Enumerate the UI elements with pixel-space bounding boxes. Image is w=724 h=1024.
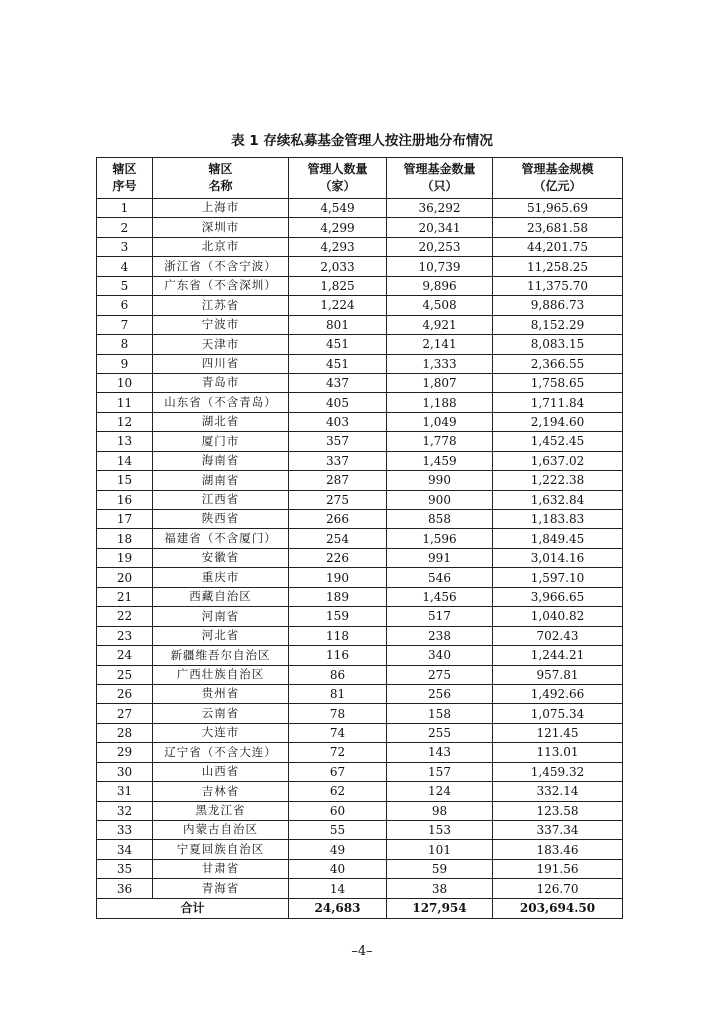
cell-region-name: 江西省 <box>153 490 289 509</box>
page-number: –4– <box>351 944 373 959</box>
table-row <box>97 548 623 567</box>
cell-region-name: 海南省 <box>153 451 289 470</box>
table-row <box>97 568 623 587</box>
cell-fund-scale: 957.81 <box>493 665 623 684</box>
cell-manager-count: 2,033 <box>289 257 387 276</box>
cell-fund-scale: 11,375.70 <box>493 276 623 295</box>
cell-manager-count: 357 <box>289 432 387 451</box>
cell-region-name: 浙江省（不含宁波） <box>153 257 289 276</box>
cell-fund-count: 517 <box>387 607 493 626</box>
cell-fund-scale: 1,244.21 <box>493 646 623 665</box>
cell-fund-count: 1,596 <box>387 529 493 548</box>
cell-region-no: 13 <box>97 432 153 451</box>
header-fund-scale: 管理基金规模 （亿元） <box>493 158 623 199</box>
cell-manager-count: 118 <box>289 626 387 645</box>
cell-region-name: 黑龙江省 <box>153 801 289 820</box>
cell-region-name: 吉林省 <box>153 782 289 801</box>
cell-region-no: 2 <box>97 218 153 237</box>
cell-fund-count: 157 <box>387 762 493 781</box>
cell-fund-count: 143 <box>387 743 493 762</box>
cell-region-no: 25 <box>97 665 153 684</box>
cell-fund-count: 9,896 <box>387 276 493 295</box>
cell-region-no: 1 <box>97 199 153 218</box>
cell-fund-count: 990 <box>387 471 493 490</box>
table-row <box>97 315 623 334</box>
cell-fund-scale: 1,040.82 <box>493 607 623 626</box>
cell-fund-count: 59 <box>387 859 493 878</box>
cell-region-name: 山西省 <box>153 762 289 781</box>
cell-region-no: 4 <box>97 257 153 276</box>
cell-fund-count: 1,456 <box>387 587 493 606</box>
cell-region-name: 广西壮族自治区 <box>153 665 289 684</box>
cell-fund-count: 340 <box>387 646 493 665</box>
cell-region-name: 宁波市 <box>153 315 289 334</box>
table-row <box>97 432 623 451</box>
cell-fund-scale: 121.45 <box>493 723 623 742</box>
cell-fund-count: 98 <box>387 801 493 820</box>
cell-region-no: 16 <box>97 490 153 509</box>
table-row <box>97 782 623 801</box>
cell-region-no: 15 <box>97 471 153 490</box>
cell-fund-scale: 1,637.02 <box>493 451 623 470</box>
cell-region-name: 北京市 <box>153 237 289 256</box>
table-row <box>97 684 623 703</box>
cell-region-no: 23 <box>97 626 153 645</box>
cell-fund-scale: 11,258.25 <box>493 257 623 276</box>
cell-manager-count: 275 <box>289 490 387 509</box>
cell-manager-count: 14 <box>289 879 387 898</box>
cell-manager-count: 451 <box>289 335 387 354</box>
total-managers: 24,683 <box>289 898 387 918</box>
cell-region-no: 5 <box>97 276 153 295</box>
cell-manager-count: 226 <box>289 548 387 567</box>
cell-region-no: 6 <box>97 296 153 315</box>
cell-fund-scale: 1,222.38 <box>493 471 623 490</box>
cell-manager-count: 266 <box>289 510 387 529</box>
cell-fund-count: 153 <box>387 821 493 840</box>
cell-fund-count: 36,292 <box>387 199 493 218</box>
cell-fund-count: 256 <box>387 684 493 703</box>
cell-fund-count: 1,807 <box>387 373 493 392</box>
cell-region-no: 28 <box>97 723 153 742</box>
cell-manager-count: 55 <box>289 821 387 840</box>
table-row <box>97 646 623 665</box>
cell-fund-count: 4,508 <box>387 296 493 315</box>
cell-fund-count: 1,778 <box>387 432 493 451</box>
cell-region-no: 21 <box>97 587 153 606</box>
table-row <box>97 801 623 820</box>
cell-manager-count: 405 <box>289 393 387 412</box>
table-row <box>97 296 623 315</box>
table-row <box>97 529 623 548</box>
cell-fund-count: 1,459 <box>387 451 493 470</box>
table-row <box>97 393 623 412</box>
cell-fund-count: 2,141 <box>387 335 493 354</box>
cell-region-name: 河南省 <box>153 607 289 626</box>
cell-region-no: 7 <box>97 315 153 334</box>
cell-region-name: 广东省（不含深圳） <box>153 276 289 295</box>
cell-region-name: 上海市 <box>153 199 289 218</box>
cell-region-no: 30 <box>97 762 153 781</box>
total-funds: 127,954 <box>387 898 493 918</box>
cell-manager-count: 67 <box>289 762 387 781</box>
cell-region-no: 29 <box>97 743 153 762</box>
cell-fund-count: 238 <box>387 626 493 645</box>
cell-region-name: 安徽省 <box>153 548 289 567</box>
cell-region-name: 大连市 <box>153 723 289 742</box>
cell-manager-count: 86 <box>289 665 387 684</box>
cell-manager-count: 1,825 <box>289 276 387 295</box>
cell-region-no: 19 <box>97 548 153 567</box>
table-row <box>97 510 623 529</box>
cell-region-no: 35 <box>97 859 153 878</box>
cell-region-no: 20 <box>97 568 153 587</box>
cell-fund-count: 158 <box>387 704 493 723</box>
cell-region-name: 厦门市 <box>153 432 289 451</box>
cell-fund-scale: 23,681.58 <box>493 218 623 237</box>
cell-manager-count: 190 <box>289 568 387 587</box>
total-row <box>97 898 623 918</box>
cell-fund-scale: 1,758.65 <box>493 373 623 392</box>
cell-fund-scale: 1,459.32 <box>493 762 623 781</box>
header-region-name: 辖区 名称 <box>153 158 289 199</box>
cell-fund-count: 858 <box>387 510 493 529</box>
table-row <box>97 704 623 723</box>
table-row <box>97 412 623 431</box>
total-label: 合计 <box>97 898 289 918</box>
cell-region-name: 云南省 <box>153 704 289 723</box>
cell-region-name: 贵州省 <box>153 684 289 703</box>
cell-region-no: 14 <box>97 451 153 470</box>
cell-region-no: 12 <box>97 412 153 431</box>
cell-region-name: 河北省 <box>153 626 289 645</box>
cell-region-no: 8 <box>97 335 153 354</box>
cell-fund-scale: 8,152.29 <box>493 315 623 334</box>
table-row <box>97 665 623 684</box>
cell-fund-scale: 113.01 <box>493 743 623 762</box>
distribution-table <box>96 157 623 919</box>
cell-region-name: 辽宁省（不含大连） <box>153 743 289 762</box>
table-row <box>97 840 623 859</box>
cell-region-name: 陕西省 <box>153 510 289 529</box>
cell-fund-scale: 8,083.15 <box>493 335 623 354</box>
cell-fund-scale: 2,366.55 <box>493 354 623 373</box>
cell-fund-count: 991 <box>387 548 493 567</box>
table-row <box>97 743 623 762</box>
cell-manager-count: 451 <box>289 354 387 373</box>
cell-manager-count: 72 <box>289 743 387 762</box>
cell-region-no: 18 <box>97 529 153 548</box>
table-row <box>97 451 623 470</box>
cell-fund-scale: 1,849.45 <box>493 529 623 548</box>
cell-region-no: 33 <box>97 821 153 840</box>
cell-region-no: 22 <box>97 607 153 626</box>
cell-region-name: 四川省 <box>153 354 289 373</box>
cell-region-name: 天津市 <box>153 335 289 354</box>
total-scale: 203,694.50 <box>493 898 623 918</box>
cell-region-name: 湖南省 <box>153 471 289 490</box>
cell-manager-count: 4,299 <box>289 218 387 237</box>
cell-region-no: 31 <box>97 782 153 801</box>
cell-fund-scale: 1,183.83 <box>493 510 623 529</box>
table-row <box>97 879 623 898</box>
cell-fund-scale: 2,194.60 <box>493 412 623 431</box>
cell-region-name: 青岛市 <box>153 373 289 392</box>
cell-fund-count: 255 <box>387 723 493 742</box>
cell-region-no: 32 <box>97 801 153 820</box>
cell-manager-count: 801 <box>289 315 387 334</box>
cell-region-name: 湖北省 <box>153 412 289 431</box>
header-region-no: 辖区 序号 <box>97 158 153 199</box>
cell-region-no: 10 <box>97 373 153 392</box>
cell-manager-count: 74 <box>289 723 387 742</box>
cell-manager-count: 40 <box>289 859 387 878</box>
cell-manager-count: 337 <box>289 451 387 470</box>
cell-region-name: 内蒙古自治区 <box>153 821 289 840</box>
cell-fund-scale: 123.58 <box>493 801 623 820</box>
cell-manager-count: 4,549 <box>289 199 387 218</box>
cell-fund-count: 38 <box>387 879 493 898</box>
cell-manager-count: 116 <box>289 646 387 665</box>
cell-manager-count: 437 <box>289 373 387 392</box>
cell-fund-scale: 332.14 <box>493 782 623 801</box>
cell-fund-count: 101 <box>387 840 493 859</box>
cell-manager-count: 62 <box>289 782 387 801</box>
table-row <box>97 762 623 781</box>
cell-region-name: 西藏自治区 <box>153 587 289 606</box>
cell-region-name: 青海省 <box>153 879 289 898</box>
cell-fund-scale: 3,966.65 <box>493 587 623 606</box>
table-row <box>97 199 623 218</box>
header-manager-count: 管理人数量 （家） <box>289 158 387 199</box>
table-row <box>97 587 623 606</box>
cell-fund-count: 275 <box>387 665 493 684</box>
table-header-row <box>97 158 623 199</box>
table-row <box>97 218 623 237</box>
cell-fund-scale: 9,886.73 <box>493 296 623 315</box>
cell-region-no: 26 <box>97 684 153 703</box>
cell-fund-scale: 1,492.66 <box>493 684 623 703</box>
cell-region-no: 9 <box>97 354 153 373</box>
cell-fund-count: 20,341 <box>387 218 493 237</box>
table-row <box>97 821 623 840</box>
table-row <box>97 276 623 295</box>
cell-region-name: 甘肃省 <box>153 859 289 878</box>
table-row <box>97 859 623 878</box>
cell-manager-count: 78 <box>289 704 387 723</box>
cell-manager-count: 81 <box>289 684 387 703</box>
cell-fund-count: 10,739 <box>387 257 493 276</box>
cell-fund-scale: 44,201.75 <box>493 237 623 256</box>
cell-manager-count: 287 <box>289 471 387 490</box>
cell-region-no: 27 <box>97 704 153 723</box>
cell-fund-count: 1,188 <box>387 393 493 412</box>
cell-region-name: 江苏省 <box>153 296 289 315</box>
cell-region-name: 山东省（不含青岛） <box>153 393 289 412</box>
table-title: 表 1 存续私募基金管理人按注册地分布情况 <box>231 133 493 149</box>
table-row <box>97 723 623 742</box>
cell-manager-count: 254 <box>289 529 387 548</box>
cell-fund-scale: 183.46 <box>493 840 623 859</box>
cell-fund-scale: 1,075.34 <box>493 704 623 723</box>
cell-manager-count: 403 <box>289 412 387 431</box>
cell-manager-count: 1,224 <box>289 296 387 315</box>
cell-fund-count: 546 <box>387 568 493 587</box>
cell-region-name: 新疆维吾尔自治区 <box>153 646 289 665</box>
cell-fund-count: 1,333 <box>387 354 493 373</box>
table-body <box>97 199 623 899</box>
cell-fund-scale: 191.56 <box>493 859 623 878</box>
cell-region-no: 24 <box>97 646 153 665</box>
cell-fund-count: 1,049 <box>387 412 493 431</box>
cell-fund-scale: 1,632.84 <box>493 490 623 509</box>
cell-region-name: 宁夏回族自治区 <box>153 840 289 859</box>
table-row <box>97 335 623 354</box>
header-fund-count: 管理基金数量 （只） <box>387 158 493 199</box>
cell-fund-count: 4,921 <box>387 315 493 334</box>
table-row <box>97 354 623 373</box>
cell-manager-count: 60 <box>289 801 387 820</box>
cell-region-name: 重庆市 <box>153 568 289 587</box>
cell-fund-scale: 3,014.16 <box>493 548 623 567</box>
cell-fund-scale: 1,711.84 <box>493 393 623 412</box>
cell-fund-scale: 1,452.45 <box>493 432 623 451</box>
table-row <box>97 626 623 645</box>
cell-fund-scale: 1,597.10 <box>493 568 623 587</box>
cell-region-no: 11 <box>97 393 153 412</box>
cell-manager-count: 159 <box>289 607 387 626</box>
table-row <box>97 607 623 626</box>
table-row <box>97 471 623 490</box>
table-row <box>97 373 623 392</box>
cell-manager-count: 49 <box>289 840 387 859</box>
cell-fund-scale: 337.34 <box>493 821 623 840</box>
cell-region-name: 深圳市 <box>153 218 289 237</box>
cell-fund-scale: 126.70 <box>493 879 623 898</box>
cell-fund-scale: 702.43 <box>493 626 623 645</box>
cell-region-name: 福建省（不含厦门） <box>153 529 289 548</box>
cell-fund-count: 20,253 <box>387 237 493 256</box>
cell-region-no: 34 <box>97 840 153 859</box>
cell-region-no: 36 <box>97 879 153 898</box>
table-row <box>97 257 623 276</box>
cell-manager-count: 189 <box>289 587 387 606</box>
cell-region-no: 3 <box>97 237 153 256</box>
cell-fund-scale: 51,965.69 <box>493 199 623 218</box>
table-row <box>97 490 623 509</box>
table-row <box>97 237 623 256</box>
cell-fund-count: 900 <box>387 490 493 509</box>
cell-manager-count: 4,293 <box>289 237 387 256</box>
cell-fund-count: 124 <box>387 782 493 801</box>
cell-region-no: 17 <box>97 510 153 529</box>
